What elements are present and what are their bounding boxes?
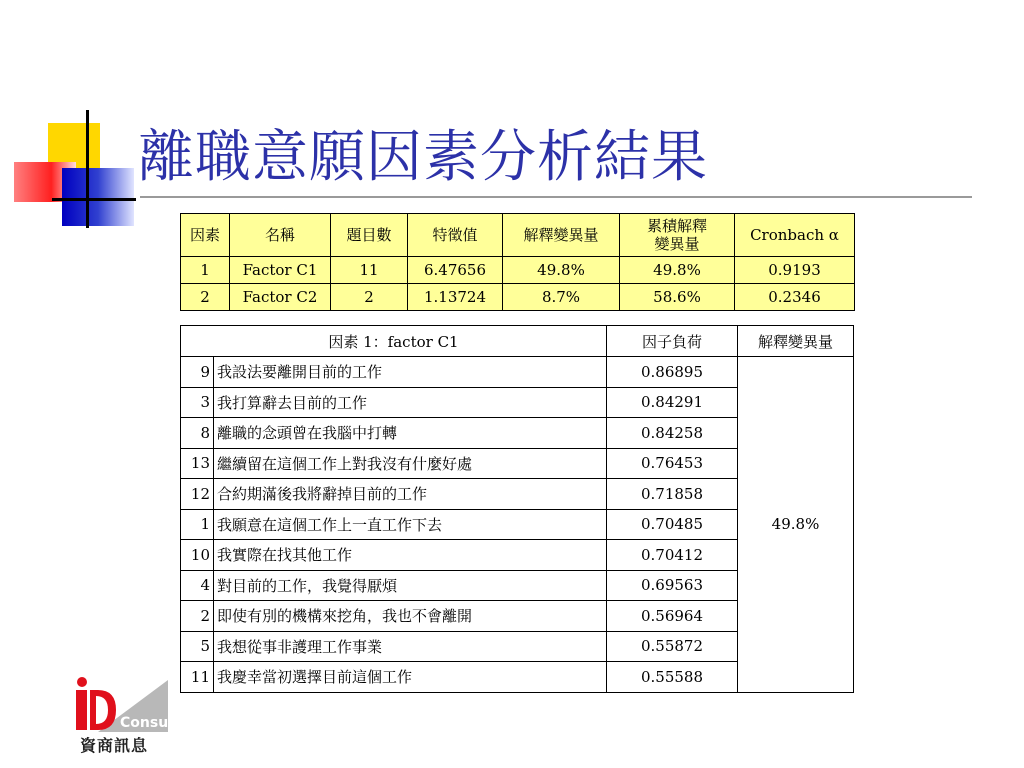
logo-wordmark: Consult — [120, 715, 180, 731]
logo-label: 資商訊息 — [80, 736, 149, 755]
item-number: 2 — [181, 601, 214, 632]
slide-title: 離職意願因素分析結果 — [138, 125, 708, 190]
item-loading: 0.69563 — [607, 570, 738, 601]
decor-vertical-line — [86, 110, 89, 228]
header-name: 名稱 — [230, 214, 331, 257]
logo-d-shape — [90, 690, 116, 730]
item-number: 11 — [181, 662, 214, 693]
item-number: 10 — [181, 540, 214, 571]
item-text: 我想從事非護理工作事業 — [214, 631, 607, 662]
cell-cronbach-alpha: 0.9193 — [735, 257, 855, 284]
header-explained-variance: 解釋變異量 — [738, 326, 854, 357]
cell-item-count: 11 — [331, 257, 408, 284]
header-factor-label: 因素 1：factor C1 — [181, 326, 607, 357]
cell-name: Factor C2 — [230, 284, 331, 311]
explained-variance-value: 49.8% — [738, 357, 854, 693]
cell-cumulative-variance: 58.6% — [620, 284, 735, 311]
item-text: 我實際在找其他工作 — [214, 540, 607, 571]
item-number: 12 — [181, 479, 214, 510]
item-number: 9 — [181, 357, 214, 388]
header-cumulative-variance: 累積解釋 變異量 — [620, 214, 735, 257]
title-underline — [140, 196, 972, 198]
item-loading: 0.76453 — [607, 448, 738, 479]
cell-item-count: 2 — [331, 284, 408, 311]
item-text: 對目前的工作，我覺得厭煩 — [214, 570, 607, 601]
item-text: 離職的念頭曾在我腦中打轉 — [214, 418, 607, 449]
item-text: 合約期滿後我將辭掉目前的工作 — [214, 479, 607, 510]
cell-eigenvalue: 1.13724 — [408, 284, 503, 311]
cell-factor: 1 — [181, 257, 230, 284]
item-number: 4 — [181, 570, 214, 601]
item-number: 1 — [181, 509, 214, 540]
cell-cumulative-variance: 49.8% — [620, 257, 735, 284]
decor-horizontal-line — [52, 198, 136, 201]
factor-loadings-table — [180, 325, 854, 693]
item-number: 13 — [181, 448, 214, 479]
item-loading: 0.56964 — [607, 601, 738, 632]
header-cronbach-alpha: Cronbach α — [735, 214, 855, 257]
item-text: 我打算辭去目前的工作 — [214, 387, 607, 418]
logo-i-stem — [76, 690, 87, 730]
cell-explained-variance: 8.7% — [503, 284, 620, 311]
item-loading: 0.86895 — [607, 357, 738, 388]
summary-header-row — [181, 214, 855, 257]
item-loading: 0.70412 — [607, 540, 738, 571]
cell-eigenvalue: 6.47656 — [408, 257, 503, 284]
item-loading: 0.55588 — [607, 662, 738, 693]
cell-cronbach-alpha: 0.2346 — [735, 284, 855, 311]
item-text: 我慶幸當初選擇目前這個工作 — [214, 662, 607, 693]
header-factor: 因素 — [181, 214, 230, 257]
item-loading: 0.84258 — [607, 418, 738, 449]
item-loading: 0.84291 — [607, 387, 738, 418]
header-eigenvalue: 特徵值 — [408, 214, 503, 257]
decor-blue-square — [62, 168, 134, 226]
item-text: 即使有別的機構來挖角，我也不會離開 — [214, 601, 607, 632]
item-loading: 0.55872 — [607, 631, 738, 662]
item-loading: 0.70485 — [607, 509, 738, 540]
item-number: 5 — [181, 631, 214, 662]
cell-factor: 2 — [181, 284, 230, 311]
loadings-header-row — [181, 326, 854, 357]
factor-summary-table — [180, 213, 855, 311]
cell-explained-variance: 49.8% — [503, 257, 620, 284]
item-text: 我設法要離開目前的工作 — [214, 357, 607, 388]
cell-name: Factor C1 — [230, 257, 331, 284]
header-explained-variance: 解釋變異量 — [503, 214, 620, 257]
item-number: 8 — [181, 418, 214, 449]
logo-i-dot — [77, 677, 87, 687]
header-factor-loading: 因子負荷 — [607, 326, 738, 357]
header-item-count: 題目數 — [331, 214, 408, 257]
table-row — [181, 284, 855, 311]
table-row — [181, 357, 854, 388]
item-loading: 0.71858 — [607, 479, 738, 510]
table-row — [181, 257, 855, 284]
item-number: 3 — [181, 387, 214, 418]
item-text: 繼續留在這個工作上對我沒有什麼好處 — [214, 448, 607, 479]
item-text: 我願意在這個工作上一直工作下去 — [214, 509, 607, 540]
